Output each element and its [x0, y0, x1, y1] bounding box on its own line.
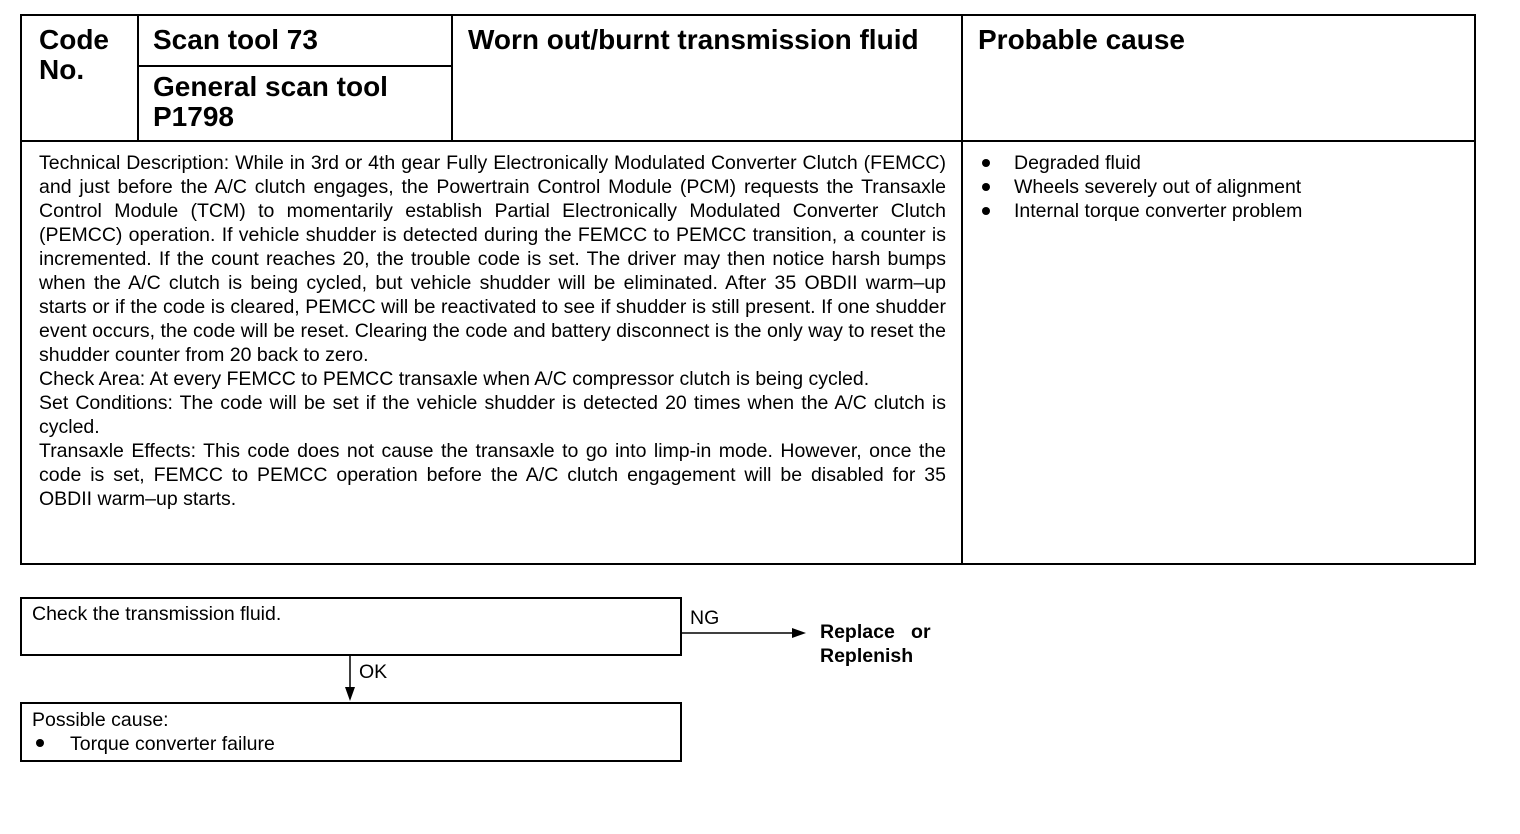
- probable-cause-list: [980, 151, 1302, 223]
- technical-description-text: Technical Description: While in 3rd or 4th gear Fully Electronically Modulated Converter Clutch (FEMCC) and just before the A/C clutch engages, the Powertrain Control Module (PCM) requests the Transaxle Control Module (TCM) to momentarily establish Partial Electronically Modulated Converter Clutch (PEMCC) operation. If vehicle shudder is detected during the FEMCC to PEMCC transition, a counter is incremented. If the count reaches 20, the trouble code is set. The driver may then notice harsh bumps when the A/C clutch is being cycled, but vehicle shudder will be eliminated. After 35 OBDII warm–up starts or if the code is cleared, PEMCC will be reactivated to see if shudder is still present. If one shudder event occurs, the code will be reset. Clearing the code and battery disconnect is the only way to reset the shudder counter from 20 back to zero.: [39, 152, 946, 366]
- possible-cause-item-text: Torque converter failure: [70, 733, 275, 755]
- dtc-code: P1798: [153, 101, 234, 132]
- ng-arrow: [682, 625, 807, 641]
- probable-cause-item: Wheels severely out of alignment: [980, 175, 1302, 199]
- set-conditions-text: Set Conditions: The code will be set if the vehicle shudder is detected 20 times when the A/C clutch is cycled.: [39, 392, 946, 438]
- ng-label: NG: [690, 607, 720, 629]
- ng-action-line-2: Replenish: [820, 645, 914, 667]
- general-scan-tool-label: General scan tool: [153, 71, 388, 102]
- probable-cause-column-divider: [961, 14, 963, 565]
- code-number-label: Code No.: [39, 24, 109, 85]
- probable-cause-item: Degraded fluid: [980, 151, 1302, 175]
- ok-label: OK: [359, 661, 388, 683]
- scan-tool-row-divider: [137, 65, 453, 67]
- ok-arrow: [342, 656, 358, 702]
- ng-action-line-1: Replace or: [820, 621, 931, 643]
- check-area-text: Check Area: At every FEMCC to PEMCC transaxle when A/C compressor clutch is being cycled.: [39, 368, 870, 390]
- probable-cause-header: Probable cause: [978, 24, 1185, 55]
- ng-action: [820, 620, 931, 668]
- code-column-divider: [137, 14, 139, 142]
- scan-tool-label: Scan tool 73: [153, 24, 318, 55]
- probable-cause-item: Internal torque converter problem: [980, 199, 1302, 223]
- dtc-title: Worn out/burnt transmission fluid: [468, 24, 919, 55]
- technical-description: [39, 151, 946, 511]
- scan-tool-column-divider: [451, 14, 453, 142]
- table-header-divider: [20, 140, 1476, 142]
- transaxle-effects-text: Transaxle Effects: This code does not cause the transaxle to go into limp-in mode. However, once the code is set, FEMCC to PEMCC operation before the A/C clutch engagement will be disabled for 35 OBDII warm–up starts.: [39, 440, 946, 510]
- check-fluid-text: Check the transmission fluid.: [32, 603, 282, 625]
- bullet-icon: [36, 739, 44, 747]
- possible-cause-item: [32, 732, 275, 756]
- possible-cause-label: Possible cause:: [32, 709, 169, 731]
